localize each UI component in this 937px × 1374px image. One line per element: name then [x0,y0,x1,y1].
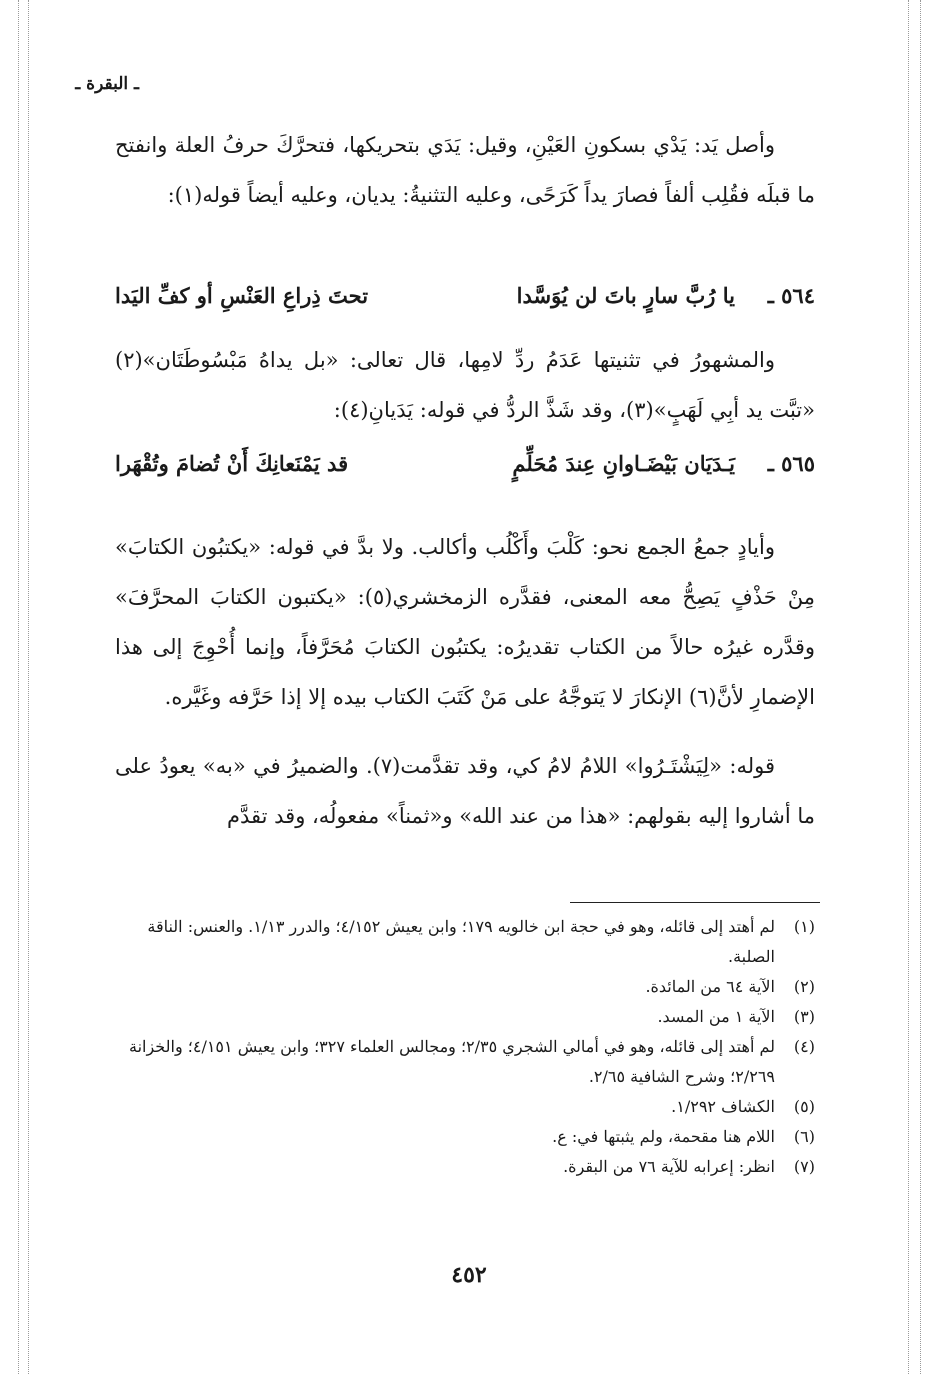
right-margin-dotted-line [908,0,909,1374]
left-margin-dotted-line [18,0,19,1374]
footnotes [105,912,815,1182]
footnote-text: انظر: إعرابه للآية ٧٦ من البقرة. [563,1157,775,1176]
footnote-separator [570,902,820,903]
running-header: ـ البقرة ـ [75,74,139,94]
paragraph-1: وأصل يَد: يَدْي بسكونِ العَيْنِ، وقيل: يَدَي بتحريكها، فتحرَّكَ حرفُ العلة وانفتح ما قبلَه فقُلِب ألفاً فصارَ يداً كَرَحًى، وعليه التثنيةُ: يديان، وعليه أيضاً قوله(١): [115,133,815,207]
page-number: ٤٥٢ [451,1262,487,1288]
footnote [105,1002,815,1032]
footnote-text: الآية ١ من المسد. [657,1007,775,1026]
footnote-number: (٣) [793,1007,815,1026]
paragraph-2: والمشهورُ في تثنيتها عَدَمُ ردِّ لامِها، قال تعالى: «بل يداهُ مَبْسُوطَتَان»(٢) «تبَّت يد أبِي لَهَبٍ»(٣)، وقد شَذَّ الردُّ في قوله: يَدَيانِ(٤): [115,348,815,422]
footnote-number: (١) [793,917,815,936]
footnote [105,1092,815,1122]
footnote-number: (٦) [793,1127,815,1146]
right-margin-dotted-line [920,0,921,1374]
footnote-number: (٢) [793,977,815,996]
paragraph-4: قوله: «لِيَشْتَـرُوا» اللامُ لامُ كي، وقد تقدَّمت(٧). والضميرُ في «به» يعودُ على ما أشاروا إليه بقولهم: «هذا من عند الله» و«ثمناً» مفعولُه، وقد تقدَّم [115,754,815,828]
verse-564 [115,276,815,316]
verse-first-hemistich: يَـدَيَان بَيْضَـاوانِ عِندَ مُحَلِّمٍ [512,451,735,476]
footnote-text: الآية ٦٤ من المائدة. [645,977,775,996]
footnote [105,1152,815,1182]
verse-565 [115,444,815,484]
footnote [105,1032,815,1092]
footnote-number: (٤) [793,1037,815,1056]
verse-number: ٥٦٤ ـ [767,283,815,308]
paragraph-3: وأيادٍ جمعُ الجمع نحو: كَلْبَ وأَكْلُب وأكالب. ولا بدَّ في قوله: «يكتبُون الكتابَ» مِنْ حَذْفٍ يَصِحُّ معه المعنى، فقدَّره الزمخشري(٥): «يكتبون الكتابَ المحرَّفَ» وقدَّره غيرُه حالاً من الكتاب تقديرُه: يكتبُون الكتابَ مُحَرَّفاً، وإنما أُحْوِجَ إلى هذا الإضمارِ لأنَّ(٦) الإنكارَ لا يَتوجَّهُ على مَنْ كَتَبَ الكتاب بيده إلا إذا حَرَّفه وغَيَّره. [115,535,816,709]
footnote [105,912,815,972]
verse-number: ٥٦٥ ـ [767,451,815,476]
footnote-text: الكشاف ١/٢٩٢. [671,1097,775,1116]
footnote-text: لم أهتد إلى قائله، وهو في أمالي الشجري ٢/٣٥؛ ومجالس العلماء ٣٢٧؛ وابن يعيش ٤/١٥١؛ والخزانة ٢/٢٦٩؛ وشرح الشافية ٢/٦٥. [128,1037,775,1086]
footnote [105,1122,815,1152]
verse-first-hemistich: يا رُبَّ سارٍ باتَ لن يُوَسَّدا [516,283,735,308]
footnote-text: لم أهتد إلى قائله، وهو في حجة ابن خالويه ١٧٩؛ وابن يعيش ٤/١٥٢؛ والدرر ١/١٣. والعنس: الناقة الصلبة. [147,917,775,966]
left-margin-dotted-line [28,0,29,1374]
footnote [105,972,815,1002]
footnote-number: (٥) [793,1097,815,1116]
verse-second-hemistich: تحتَ ذِراعِ العَنْسِ أو كفِّ اليَدا [115,283,369,308]
footnote-text: اللام هنا مقحمة، ولم يثبتها في: ع. [552,1127,775,1146]
footnote-number: (٧) [793,1157,815,1176]
verse-second-hemistich: قد يَمْنَعانِكَ أَنْ تُضامَ وتُقْهَرا [115,451,349,476]
